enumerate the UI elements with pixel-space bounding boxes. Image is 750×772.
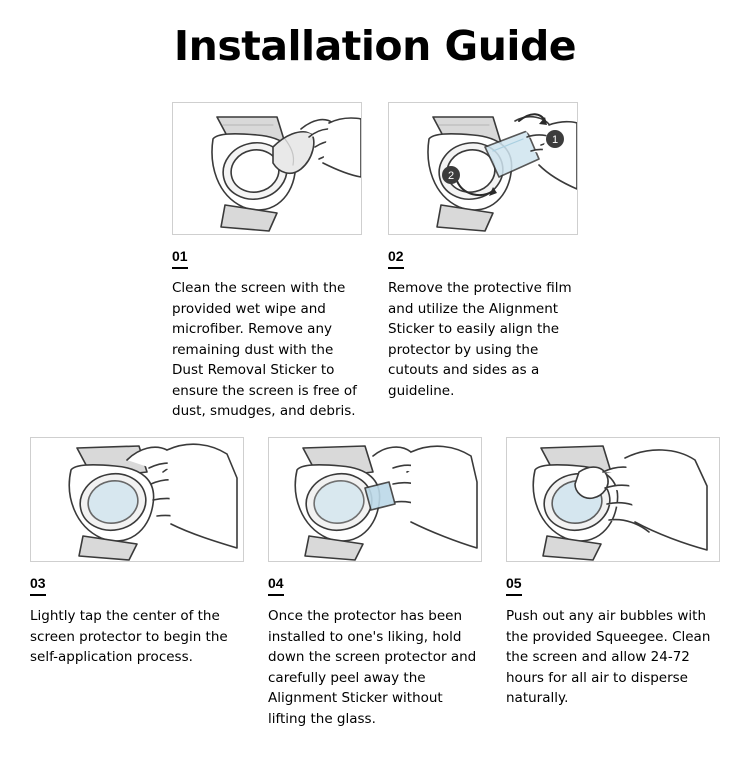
- step-04-number: 04: [268, 576, 284, 596]
- installation-guide-page: [0, 22, 750, 772]
- step-card-01: [172, 102, 362, 422]
- step-03-text: Lightly tap the center of the screen protector to begin the self-application process.: [30, 608, 228, 666]
- steps-row-bottom: [0, 437, 750, 729]
- step-01-text: Clean the screen with the provided wet wipe and microfiber. Remove any remaining dust with the Dust Removal Sticker to ensure the screen is free of dust, smudges, and debris.: [172, 280, 357, 420]
- step-card-03: [30, 437, 244, 729]
- step-02-text: Remove the protective film and utilize the Alignment Sticker to easily align the protector by using the cutouts and sides as a guideline.: [388, 280, 572, 399]
- step-01-number: 01: [172, 249, 188, 269]
- step-05-text: Push out any air bubbles with the provided Squeegee. Clean the screen and allow 24-72 hours for all air to disperse naturally.: [506, 608, 711, 707]
- step-05-number: 05: [506, 576, 522, 596]
- step-card-04: [268, 437, 482, 729]
- step-04-text: Once the protector has been installed to one's liking, hold down the screen protector and carefully peel away the Alignment Sticker without lifting the glass.: [268, 608, 477, 727]
- steps-row-top: [0, 102, 750, 422]
- step-01-illustration: [172, 102, 362, 235]
- step-03-number: 03: [30, 576, 46, 596]
- step-04-illustration: [268, 437, 482, 562]
- svg-text:1: 1: [551, 134, 559, 146]
- step-card-02: [388, 102, 578, 422]
- page-title: Installation Guide: [173, 22, 577, 70]
- step-03-illustration: [30, 437, 244, 562]
- step-05-illustration: [506, 437, 720, 562]
- step-02-illustration: [388, 102, 578, 235]
- svg-text:2: 2: [447, 170, 455, 182]
- step-card-05: [506, 437, 720, 729]
- step-02-number: 02: [388, 249, 404, 269]
